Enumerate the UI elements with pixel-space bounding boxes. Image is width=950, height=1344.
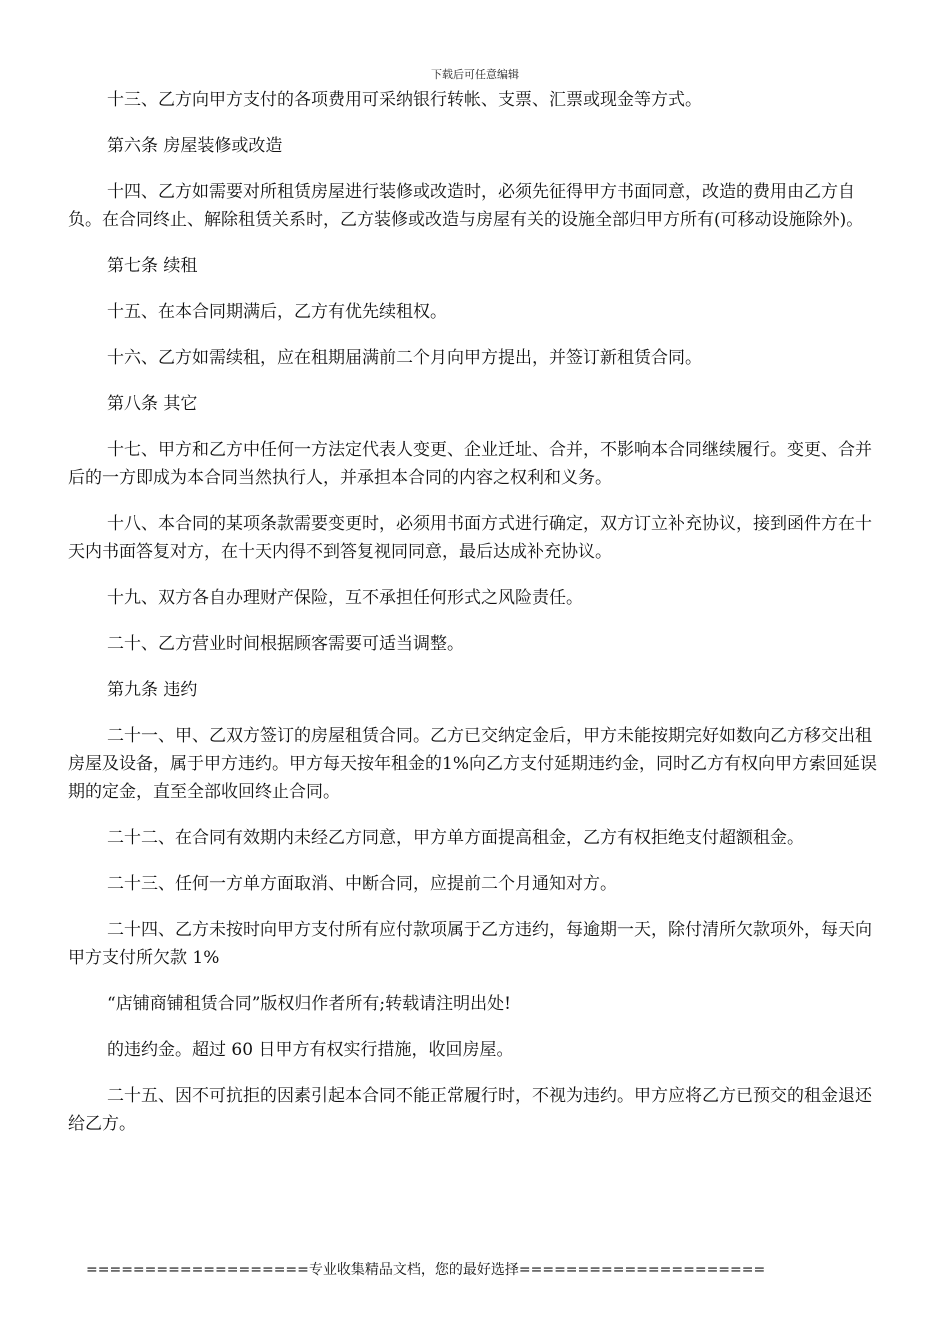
footer-note: ===================专业收集精品文档，您的最好选择===================== — [86, 1262, 766, 1278]
clause-15: 十五、在本合同期满后，乙方有优先续租权。 — [107, 302, 447, 322]
clause-20: 二十、乙方营业时间根据顾客需要可适当调整。 — [107, 634, 464, 654]
clause-16: 十六、乙方如需续租，应在租期届满前二个月向甲方提出，并签订新租赁合同。 — [107, 348, 702, 368]
clause-21: 二十一、甲、乙双方签订的房屋租赁合同。乙方已交纳定金后，甲方未能按期完好如数向乙方移交出租房屋及设备，属于甲方违约。甲方每天按年租金的1%向乙方支付延期违约金，同时乙方有权向甲方索回延误期的定金，直至全部收回终止合同。 — [68, 726, 877, 802]
clause-25: 二十五、因不可抗拒的因素引起本合同不能正常履行时，不视为违约。甲方应将乙方已预交的租金退还给乙方。 — [68, 1086, 872, 1134]
clause-17: 十七、甲方和乙方中任何一方法定代表人变更、企业迁址、合并，不影响本合同继续履行。变更、合并后的一方即成为本合同当然执行人，并承担本合同的内容之权利和义务。 — [68, 440, 872, 488]
clause-24-continued: 的违约金。超过 60 日甲方有权实行措施，收回房屋。 — [107, 1040, 514, 1060]
clause-14: 十四、乙方如需要对所租赁房屋进行装修或改造时，必须先征得甲方书面同意，改造的费用由乙方自负。在合同终止、解除租赁关系时，乙方装修或改造与房屋有关的设施全部归甲方所有(可移动设施除外)。 — [68, 182, 864, 230]
clause-13: 十三、乙方向甲方支付的各项费用可采纳银行转帐、支票、汇票或现金等方式。 — [107, 90, 702, 110]
clause-19: 十九、双方各自办理财产保险，互不承担任何形式之风险责任。 — [107, 588, 583, 608]
article-9-heading: 第九条 违约 — [107, 680, 198, 700]
article-7-heading: 第七条 续租 — [107, 256, 198, 276]
clause-22: 二十二、在合同有效期内未经乙方同意，甲方单方面提高租金，乙方有权拒绝支付超额租金。 — [107, 828, 804, 848]
clause-23: 二十三、任何一方单方面取消、中断合同，应提前二个月通知对方。 — [107, 874, 617, 894]
article-8-heading: 第八条 其它 — [107, 394, 198, 414]
clause-24: 二十四、乙方未按时向甲方支付所有应付款项属于乙方违约，每逾期一天，除付清所欠款项外，每天向甲方支付所欠款 1% — [68, 920, 872, 968]
clause-18: 十八、本合同的某项条款需要变更时，必须用书面方式进行确定，双方订立补充协议，接到函件方在十天内书面答复对方，在十天内得不到答复视同同意，最后达成补充协议。 — [68, 514, 872, 562]
copyright-notice: “店铺商铺租赁合同”版权归作者所有;转载请注明出处! — [107, 994, 511, 1014]
header-note: 下载后可任意编辑 — [431, 68, 519, 81]
article-6-heading: 第六条 房屋装修或改造 — [107, 136, 283, 156]
document-body — [68, 86, 888, 1156]
